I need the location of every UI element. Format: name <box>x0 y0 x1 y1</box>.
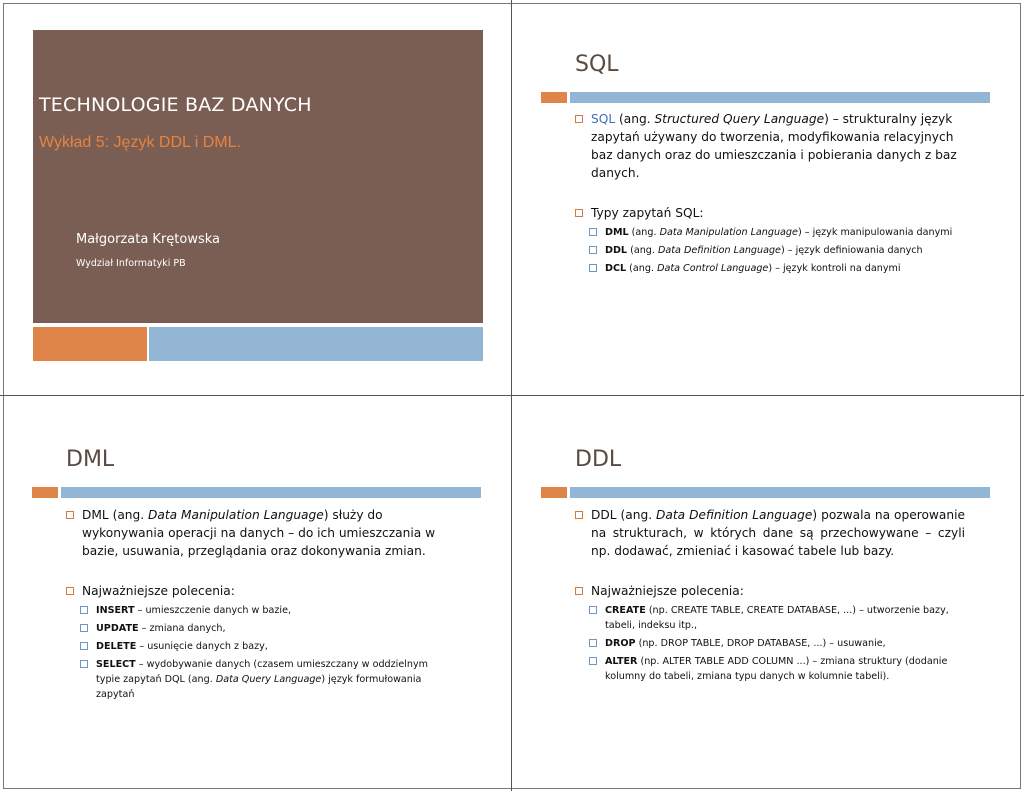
slide-heading: DML <box>66 447 115 472</box>
blue-accent-bar <box>570 92 990 103</box>
square-bullet-icon <box>575 209 583 217</box>
text-fragment: – zmiana danych, <box>138 623 226 634</box>
text-fragment: (np. ALTER TABLE ADD COLUMN ...) – zmiana struktury (dodanie kolumny do tabeli, zmiana typu danych w kolumnie tabeli). <box>605 656 948 682</box>
sub-list-item <box>66 639 456 654</box>
command-term: CREATE <box>605 605 646 616</box>
sub-list-item <box>575 636 965 651</box>
sub-list-item <box>575 654 965 684</box>
text-fragment: ) pozwala na operowanie na strukturach, w których dane są przechowywane – czyli np. dodawać, zmieniać i kasować tabele lub bazy. <box>591 508 965 558</box>
sub-list-item <box>66 621 456 636</box>
list-item <box>575 506 965 560</box>
square-bullet-icon <box>66 587 74 595</box>
sub-list-item <box>575 225 965 240</box>
commands-label: Najważniejsze polecenia: <box>82 584 235 598</box>
sub-list-item <box>575 243 965 258</box>
term: DML <box>605 227 629 238</box>
ddl-slide <box>513 397 1020 788</box>
text-fragment: ) służy do wykonywania operacji na danych – do ich umieszczania w bazie, usuwania, przeglądania oraz dokonywania zmian. <box>82 508 436 558</box>
text-fragment: ) – język manipulowania danymi <box>797 227 953 238</box>
list-item <box>575 582 965 600</box>
slide-content <box>575 506 965 684</box>
text-fragment: ) – strukturalny język zapytań używany do tworzenia, modyfikowania relacyjnych baz danych oraz do umieszczania i pobierania danych z baz danych. <box>591 112 957 180</box>
square-bullet-icon <box>575 511 583 519</box>
italic-term: Data Manipulation Language <box>148 508 324 522</box>
sub-list-item <box>575 603 965 633</box>
text-fragment: (ang. <box>626 263 658 274</box>
list-item <box>66 582 456 600</box>
list-item <box>575 204 965 222</box>
text-fragment: (ang. <box>627 245 658 256</box>
command-term: INSERT <box>96 605 135 616</box>
orange-accent-bar <box>32 487 58 498</box>
square-bullet-icon <box>80 624 88 632</box>
italic-term: Structured Query Language <box>654 112 825 126</box>
text-fragment: DDL (ang. <box>591 508 657 522</box>
list-item <box>66 506 456 560</box>
square-bullet-icon <box>589 657 597 665</box>
types-label: Typy zapytań SQL: <box>591 206 704 220</box>
sql-slide <box>513 4 1020 394</box>
blue-accent-bar <box>570 487 990 498</box>
square-bullet-icon <box>589 246 597 254</box>
dml-slide <box>4 397 511 788</box>
square-bullet-icon <box>589 606 597 614</box>
command-term: DROP <box>605 638 636 649</box>
square-bullet-icon <box>575 587 583 595</box>
italic-term: Data Definition Language <box>658 245 781 256</box>
command-term: UPDATE <box>96 623 139 634</box>
slide-heading: SQL <box>575 52 619 77</box>
text-fragment: ) język formułowania zapytań <box>96 674 422 700</box>
command-term: DELETE <box>96 641 137 652</box>
text-fragment: – umieszczenie danych w bazie, <box>134 605 292 616</box>
italic-term: Data Query Language <box>215 674 322 685</box>
slide-content <box>66 506 456 702</box>
command-term: SELECT <box>96 659 136 670</box>
italic-term: Data Definition Language <box>656 508 813 522</box>
orange-accent-bar <box>541 92 567 103</box>
text-fragment: (np. DROP TABLE, DROP DATABASE, ...) – usuwanie, <box>635 638 886 649</box>
slide-content <box>575 110 965 276</box>
blue-accent-bar <box>61 487 481 498</box>
italic-term: Data Manipulation Language <box>659 227 798 238</box>
text-fragment: ) – język kontroli na danymi <box>768 263 901 274</box>
orange-accent-block <box>33 327 147 361</box>
text-fragment: (np. CREATE TABLE, CREATE DATABASE, ...) – utworzenie bazy, tabeli, indeksu itp., <box>605 605 949 631</box>
text-fragment: (ang. <box>615 112 655 126</box>
department-name: Wydział Informatyki PB <box>76 258 186 269</box>
horizontal-divider <box>0 395 1024 396</box>
title-slide <box>4 4 511 394</box>
text-fragment: – usunięcie danych z bazy, <box>136 641 268 652</box>
square-bullet-icon <box>80 660 88 668</box>
commands-label: Najważniejsze polecenia: <box>591 584 744 598</box>
square-bullet-icon <box>66 511 74 519</box>
sub-list-item <box>66 603 456 618</box>
square-bullet-icon <box>80 606 88 614</box>
square-bullet-icon <box>80 642 88 650</box>
command-term: ALTER <box>605 656 638 667</box>
presentation-title: TECHNOLOGIE BAZ DANYCH <box>39 94 312 116</box>
text-fragment: DML (ang. <box>82 508 148 522</box>
square-bullet-icon <box>589 639 597 647</box>
author-name: Małgorzata Krętowska <box>76 232 221 247</box>
title-panel <box>33 30 483 323</box>
italic-term: Data Control Language <box>657 263 769 274</box>
term-sql: SQL <box>591 112 616 126</box>
blue-accent-block <box>149 327 483 361</box>
term: DDL <box>605 245 628 256</box>
square-bullet-icon <box>589 264 597 272</box>
slide-heading: DDL <box>575 447 622 472</box>
presentation-subtitle: Wykład 5: Język DDL i DML. <box>39 134 241 151</box>
text-fragment: – wydobywanie danych (czasem umieszczany w oddzielnym typie zapytań DQL (ang. <box>96 659 428 685</box>
text-fragment: (ang. <box>628 227 660 238</box>
square-bullet-icon <box>575 115 583 123</box>
term: DCL <box>605 263 627 274</box>
sub-list-item <box>66 657 446 702</box>
orange-accent-bar <box>541 487 567 498</box>
list-item <box>575 110 965 182</box>
square-bullet-icon <box>589 228 597 236</box>
sub-list-item <box>575 261 965 276</box>
text-fragment: ) – język definiowania danych <box>780 245 923 256</box>
